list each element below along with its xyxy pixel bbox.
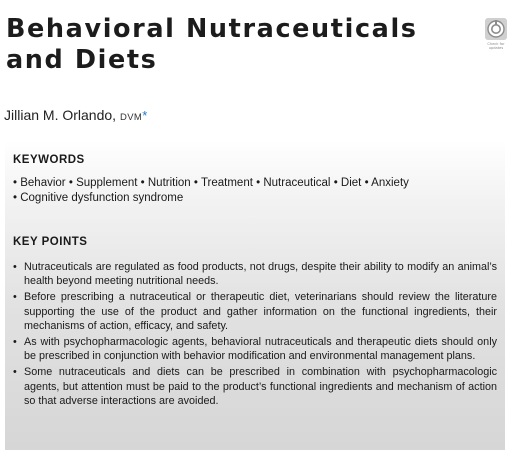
bullet-mark: • [13, 336, 17, 349]
key-point-item: • Before prescribing a nutraceutical or therapeutic diet, veterinarians should review the literature supporting the use of the product and gather information on the functional ingredients, their mechanisms of action, efficacy, and safety. [13, 291, 497, 332]
keyword-item: • Supplement [68, 177, 138, 189]
author-line [4, 107, 147, 126]
check-for-updates-label: Check for updates [487, 42, 505, 50]
keyword-item: • Behavior [13, 177, 66, 189]
bullet-mark: • [13, 261, 17, 273]
author-degree: DVM [119, 112, 143, 123]
key-point-item: • As with psychopharmacologic agents, behavioral nutraceuticals and therapeutic diets should only be prescribed in conjunction with behavior modification and environmental management plans. [13, 336, 497, 363]
author-name: Jillian M. Orlando, [4, 107, 117, 123]
keywords-line-2 [13, 191, 497, 206]
check-for-updates-badge[interactable] [479, 17, 513, 55]
keywords-heading: KEYWORDS [13, 154, 85, 166]
author-footnote-mark[interactable]: * [142, 108, 148, 123]
keywords-line-1 [13, 176, 497, 191]
article-title-line-1: Behavioral Nutraceuticals [6, 14, 418, 44]
key-points-heading: KEY POINTS [13, 236, 88, 248]
keyword-item: • Nutraceutical [256, 177, 331, 189]
key-point-item: • Nutraceuticals are regulated as food products, not drugs, despite their ability to modify an animal’s health beyond meeting nutritional needs. [13, 261, 497, 288]
keyword-item: • Cognitive dysfunction syndrome [13, 192, 184, 204]
key-points-list [13, 260, 497, 410]
keyword-item: • Diet [333, 177, 362, 189]
check-for-updates-icon [484, 17, 508, 41]
abstract-panel [5, 140, 505, 450]
bullet-mark: • [13, 366, 17, 379]
keyword-item: • Nutrition [140, 177, 191, 189]
article-title [6, 14, 466, 76]
keywords-list [13, 176, 497, 206]
bullet-mark: • [13, 291, 17, 304]
keyword-item: • Anxiety [364, 177, 409, 189]
keyword-item: • Treatment [193, 177, 253, 189]
article-title-line-2: and Diets [6, 45, 158, 75]
key-point-item: • Some nutraceuticals and diets can be prescribed in combination with psychopharmacologic agents, but attention must be paid to the product’s functional ingredients and mechanism of action so that adverse interactions are avoided. [13, 366, 497, 407]
